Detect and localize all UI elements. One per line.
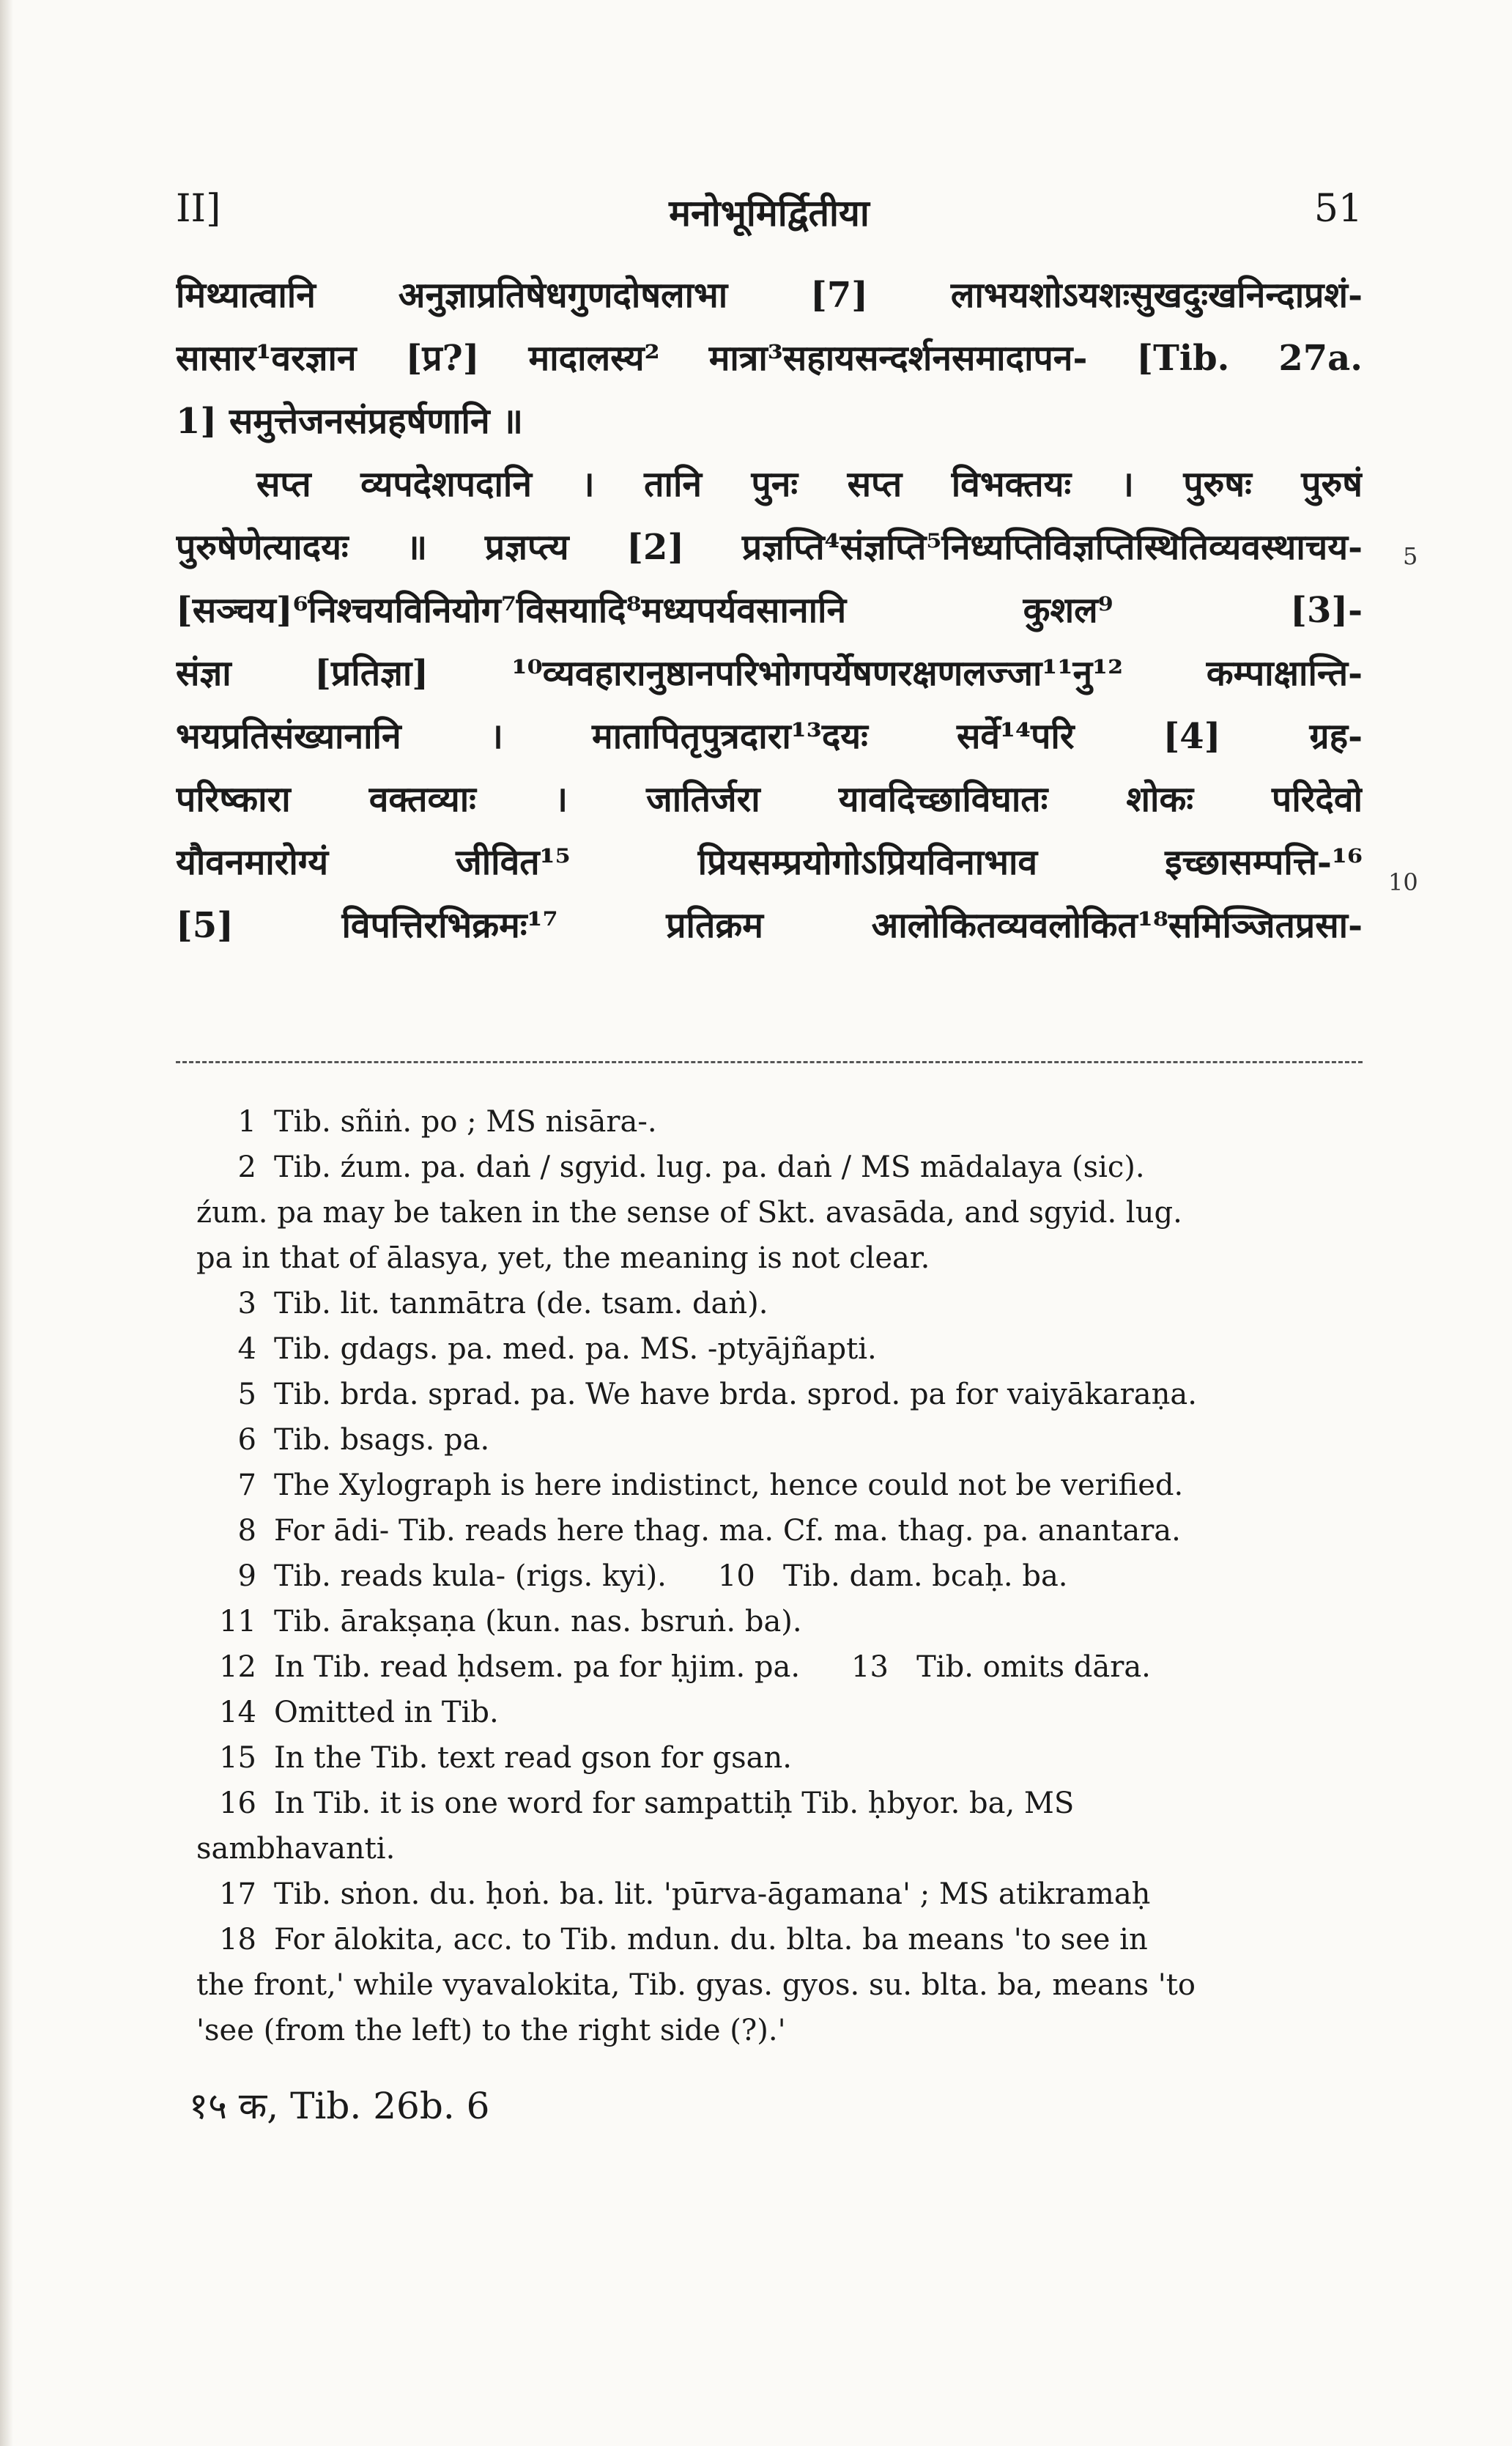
text-line: मिथ्यात्वानि अनुज्ञाप्रतिषेधगुणदोषलाभा [7] लाभयशोऽयशःसुखदुःखनिन्दाप्रशं- — [176, 275, 1363, 316]
text-line: संज्ञा [प्रतिज्ञा] ¹⁰व्यवहारानुष्ठानपरिभोगपर्येषणरक्षणलज्जा¹¹नु¹² कम्पाक्षान्ति- — [176, 653, 1363, 694]
text-line: सप्त व्यपदेशपदानि । तानि पुनः सप्त विभक्तयः । पुरुषः पुरुषं — [256, 464, 1363, 505]
footnote-continuation: pa in that of ālasya, yet, the meaning is not clear. — [196, 1241, 930, 1275]
running-title: मनोभूमिर्द्वितीया — [669, 191, 870, 234]
text-line: पुरुषेणेत्यादयः ॥ प्रज्ञप्त्य [2] प्रज्ञप्ति⁴संज्ञप्ति⁵निध्यप्तिविज्ञप्तिस्थितिव्यवस्थाचय- — [176, 527, 1363, 568]
footnote: 18 For ālokita, acc. to Tib. mdun. du. blta. ba means 'to see in — [219, 1923, 1148, 1957]
footnote: 5 Tib. brda. sprad. pa. We have brda. sprod. pa for vaiyākaraṇa. — [237, 1378, 1197, 1411]
footnote: 7 The Xylograph is here indistinct, hence could not be verified. — [237, 1468, 1184, 1502]
text-line: भयप्रतिसंख्यानानि । मातापितृपुत्रदारा¹³दयः सर्वे¹⁴परि [4] ग्रह- — [176, 716, 1363, 757]
footnote: 14 Omitted in Tib. — [219, 1696, 499, 1729]
text-line: 1] समुत्तेजनसंप्रहर्षणानि ॥ — [176, 401, 524, 442]
footnote: 2 Tib. źum. pa. daṅ / sgyid. lug. pa. daṅ / MS mādalaya (sic). — [237, 1150, 1145, 1184]
footnote-continuation: the front,' while vyavalokita, Tib. gyas. gyos. su. blta. ba, means 'to — [196, 1968, 1196, 2002]
line-number: 10 — [1388, 868, 1418, 896]
page-header — [176, 187, 1363, 245]
footnote-continuation: źum. pa may be taken in the sense of Skt. avasāda, and sgyid. lug. — [196, 1196, 1182, 1230]
footnotes — [198, 1099, 1370, 2053]
footnote: 15 In the Tib. text read gson for gsan. — [219, 1741, 792, 1775]
footnote-divider — [176, 1061, 1363, 1063]
chapter-marker: II] — [176, 187, 221, 231]
footnote: 16 In Tib. it is one word for sampattiḥ Tib. ḥbyor. ba, MS — [219, 1787, 1075, 1820]
manuscript-reference: १५ क, Tib. 26b. 6 — [189, 2085, 490, 2127]
footnote: 17 Tib. sṅon. du. ḥoṅ. ba. lit. 'pūrva-āgamana' ; MS atikramaḥ — [219, 1877, 1151, 1911]
footnote: 8 For ādi- Tib. reads here thag. ma. Cf. ma. thag. pa. anantara. — [237, 1514, 1181, 1548]
main-text — [176, 264, 1363, 957]
footnote: 3 Tib. lit. tanmātra (de. tsam. daṅ). — [237, 1287, 768, 1320]
footnote: 9 Tib. reads kula- (rigs. kyi). 10 Tib. dam. bcaḥ. ba. — [237, 1559, 1068, 1593]
footnote: 1 Tib. sñiṅ. po ; MS nisāra-. — [237, 1105, 657, 1139]
footnote: 6 Tib. bsags. pa. — [237, 1423, 490, 1457]
text-line: [5] विपत्तिरभिक्रमः¹⁷ प्रतिक्रम आलोकितव्यवलोकित¹⁸समिञ्जितप्रसा- — [176, 905, 1363, 946]
text-line: परिष्कारा वक्तव्याः । जातिर्जरा यावदिच्छाविघातः शोकः परिदेवो — [176, 779, 1363, 820]
text-line: सासार¹वरज्ञान [प्र?] मादालस्य² मात्रा³सहायसन्दर्शनसमादापन- [Tib. 27a. — [176, 338, 1363, 379]
line-number: 5 — [1403, 542, 1418, 570]
footnote-continuation: sambhavanti. — [196, 1832, 396, 1866]
footnote: 12 In Tib. read ḥdsem. pa for ḥjim. pa. 13 Tib. omits dāra. — [219, 1650, 1151, 1684]
text-line: [सञ्चय]⁶निश्चयविनियोग⁷विसयादि⁸मध्यपर्यवसानानि कुशल⁹ [3]- — [176, 590, 1363, 631]
page-edge-shadow — [0, 0, 13, 2446]
text-line: यौवनमारोग्यं जीवित¹⁵ प्रियसम्प्रयोगोऽप्रियविनाभाव इच्छासम्पत्ति-¹⁶ — [176, 842, 1363, 883]
footnote-continuation: 'see (from the left) to the right side (?).' — [196, 2014, 786, 2047]
page-number: 51 — [1313, 187, 1363, 231]
footnote: 4 Tib. gdags. pa. med. pa. MS. -ptyājñapti. — [237, 1332, 877, 1366]
footnote: 11 Tib. ārakṣaṇa (kun. nas. bsruṅ. ba). — [219, 1605, 802, 1638]
